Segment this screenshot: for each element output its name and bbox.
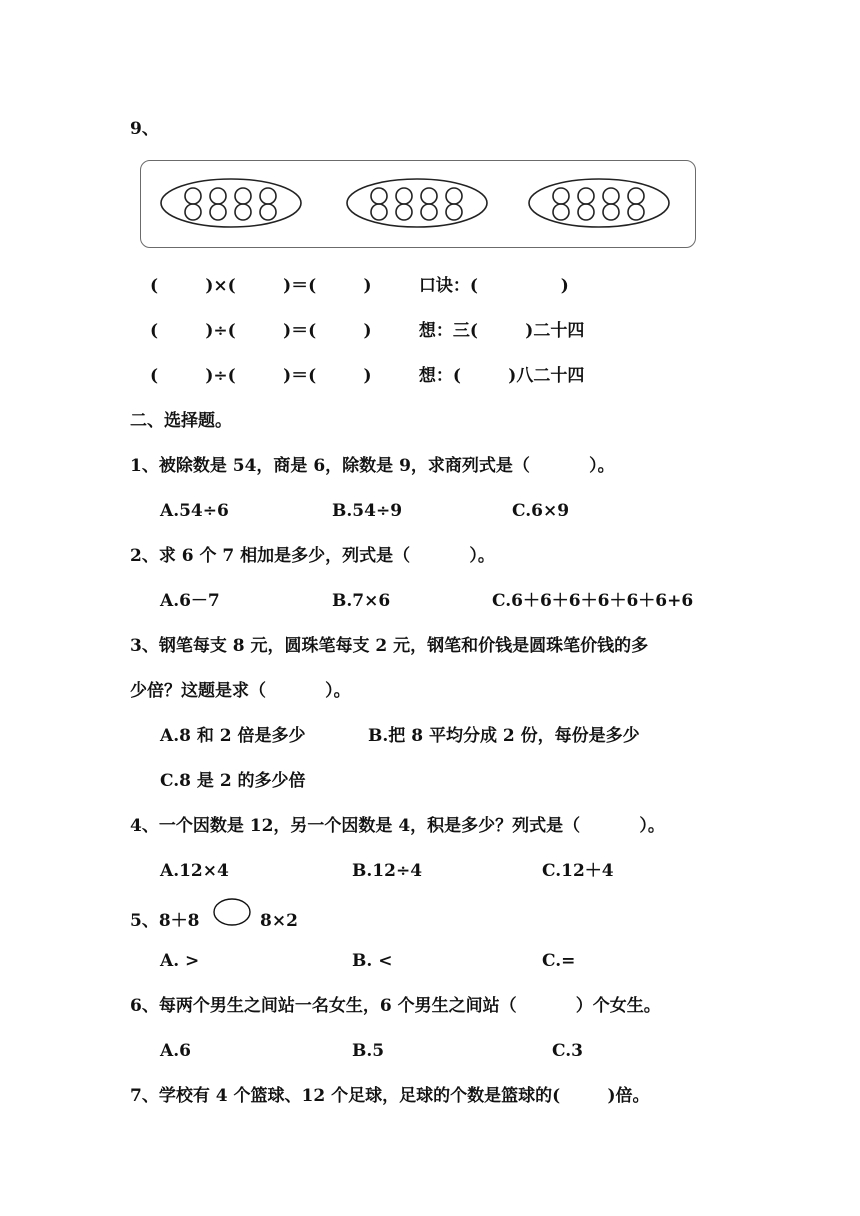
question-1-option-b: B.54÷9 (332, 501, 403, 521)
question-6-option-a: A.6 (160, 1041, 191, 1061)
question-3-text-line-2: 少倍？这题是求（ ）。 (130, 681, 351, 701)
question-2-option-a: A.6－7 (160, 591, 220, 611)
circle-groups-figure (140, 160, 696, 248)
group-2 (347, 179, 487, 227)
q9-equation-3: ( )÷( )＝( ) 想：( )八二十四 (150, 366, 585, 386)
question-2-text: 2、求 6 个 7 相加是多少，列式是（ ）。 (130, 546, 495, 566)
question-2-option-c: C.6＋6＋6＋6＋6＋6+6 (492, 591, 694, 611)
question-4-text: 4、一个因数是 12，另一个因数是 4，积是多少？列式是（ ）。 (130, 816, 665, 836)
question-4-option-b: B.12÷4 (352, 861, 423, 881)
group-1 (161, 179, 301, 227)
question-3-option-b: B.把 8 平均分成 2 份，每份是多少 (368, 726, 640, 746)
comparison-blank-oval (212, 897, 252, 927)
question-7-text: 7、学校有 4 个篮球、12 个足球，足球的个数是篮球的( )倍。 (130, 1086, 650, 1106)
question-5-right: 8×2 (260, 911, 298, 931)
circle-groups-drawing (141, 161, 697, 249)
section-2-title: 二、选择题。 (130, 411, 232, 431)
question-5-option-b: B. < (352, 951, 393, 971)
question-9-number: 9、 (130, 119, 159, 139)
question-5-left: 5、8＋8 (130, 911, 200, 931)
q9-equation-2: ( )÷( )＝( ) 想：三( )二十四 (150, 321, 585, 341)
question-3-option-c: C.8 是 2 的多少倍 (160, 771, 306, 791)
question-4-option-a: A.12×4 (160, 861, 229, 881)
question-3-option-a: A.8 和 2 倍是多少 (160, 726, 306, 746)
question-1-text: 1、被除数是 54，商是 6，除数是 9，求商列式是（ ）。 (130, 456, 615, 476)
question-5-option-a: A. > (160, 951, 200, 971)
q9-equation-1: ( )×( )＝( ) 口诀：( ) (150, 276, 569, 296)
question-2-option-b: B.7×6 (332, 591, 391, 611)
question-4-option-c: C.12＋4 (542, 861, 614, 881)
group-3 (529, 179, 669, 227)
question-6-option-b: B.5 (352, 1041, 385, 1061)
question-6-option-c: C.3 (552, 1041, 583, 1061)
question-6-text: 6、每两个男生之间站一名女生，6 个男生之间站（ ）个女生。 (130, 996, 661, 1016)
question-1-option-a: A.54÷6 (160, 501, 229, 521)
question-5-option-c: C.= (542, 951, 576, 971)
question-3-text-line-1: 3、钢笔每支 8 元，圆珠笔每支 2 元，钢笔和价钱是圆珠笔价钱的多 (130, 636, 649, 656)
question-1-option-c: C.6×9 (512, 501, 570, 521)
